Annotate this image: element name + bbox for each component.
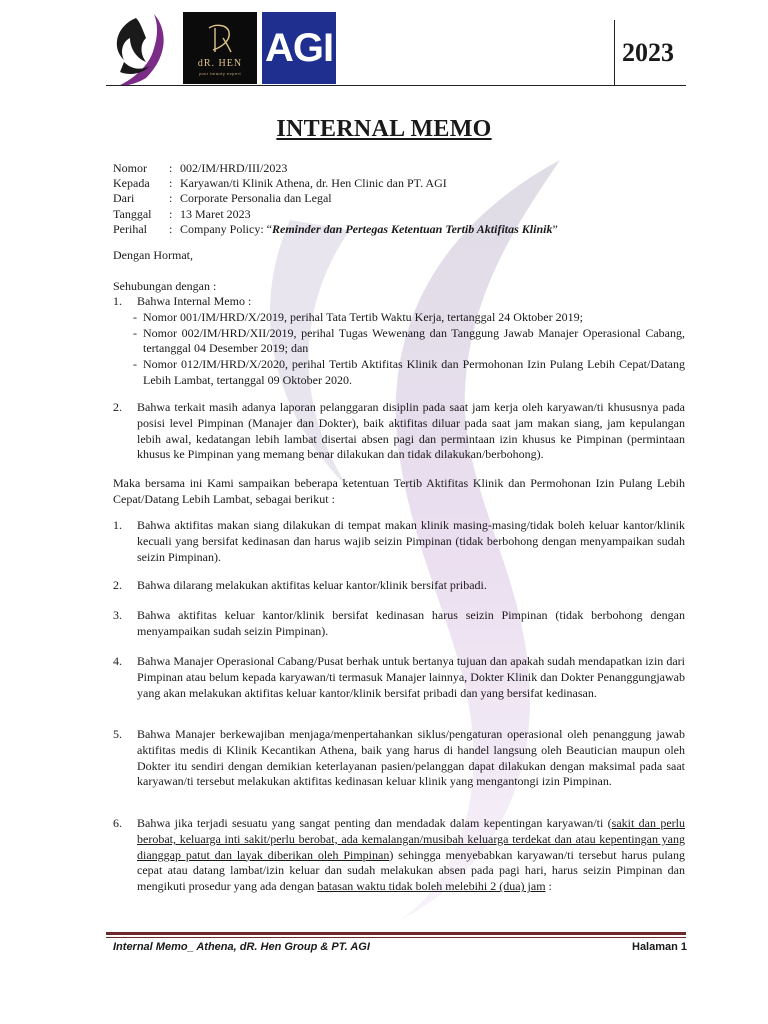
sub-item-text: Nomor 012/IM/HRD/X/2020, perihal Tertib Aktifitas Klinik dan Permohonan Izin Pulang Lebih Cepat/Datang Lebih Lambat, tertanggal 09 Oktober 2020. bbox=[143, 357, 685, 387]
item-number: 4. bbox=[113, 654, 122, 668]
meta-label: Perihal bbox=[113, 221, 147, 236]
sub-item: - Nomor 002/IM/HRD/XII/2019, perihal Tugas Wewenang dan Tanggung Jawab Manajer Operasional Cabang, tertanggal 04 Desember 2019; dan bbox=[133, 325, 685, 356]
rule-item bbox=[113, 608, 685, 640]
meta-colon: : bbox=[169, 176, 173, 191]
meta-row-nomor bbox=[113, 161, 558, 176]
footer-rule bbox=[106, 932, 686, 935]
meta-row-perihal bbox=[113, 222, 558, 237]
meta-value: 13 Maret 2023 bbox=[180, 206, 251, 221]
greeting: Dengan Hormat, bbox=[113, 248, 193, 262]
meta-colon: : bbox=[169, 161, 173, 175]
page-title: INTERNAL MEMO bbox=[276, 116, 492, 142]
meta-row-tanggal bbox=[113, 207, 558, 222]
meta-colon: : bbox=[169, 221, 173, 236]
drhen-logo-tagline: your beauty expert bbox=[198, 71, 242, 76]
header-rule bbox=[106, 85, 686, 86]
sub-item-text: Nomor 001/IM/HRD/X/2019, perihal Tata Tertib Waktu Kerja, tertanggal 24 Oktober 2019; bbox=[143, 309, 583, 324]
underlined-text: batasan waktu tidak boleh melebihi 2 (dua) jam bbox=[317, 879, 546, 894]
sub-item: - Nomor 012/IM/HRD/X/2020, perihal Tertib Aktifitas Klinik dan Permohonan Izin Pulang Lebih Cepat/Datang Lebih Lambat, tertanggal 09 Oktober 2020. bbox=[133, 357, 685, 387]
meta-value-prefix: Company Policy: “ bbox=[180, 221, 272, 236]
item-number: 5. bbox=[113, 727, 122, 741]
drhen-monogram-icon bbox=[205, 22, 235, 54]
meta-label: Kepada bbox=[113, 176, 150, 191]
meta-row-dari bbox=[113, 191, 558, 206]
sub-item: - Nomor 001/IM/HRD/X/2019, perihal Tata Tertib Waktu Kerja, tertanggal 24 Oktober 2019; bbox=[113, 310, 685, 326]
page-number: Halaman 1 bbox=[632, 941, 688, 953]
meta-value-subject: Reminder dan Pertegas Ketentuan Tertib Aktifitas Klinik bbox=[272, 221, 553, 236]
agi-logo: AGI bbox=[262, 12, 336, 84]
footer-rule bbox=[106, 937, 686, 938]
section-1-lead: Bahwa Internal Memo : bbox=[137, 294, 252, 308]
meta-row-kepada bbox=[113, 176, 558, 191]
header-divider bbox=[614, 20, 615, 86]
rule-text: Bahwa Manajer berkewajiban menjaga/menpertahankan siklus/pengaturan operasional oleh penanggung jawab aktifitas medis di Klinik Kecantikan Athena, baik yang harus di handel langsung oleh Beautician maupun oleh Dokter itu sendiri dengan demikian keterlayanan pasien/pelanggan dapat dilakukan dengan maksimal pada saat karyawan/ti tersebut melakukan aktifitas kedinasan keluar klinik yang mengantongi izin Pimpinan. bbox=[137, 727, 685, 789]
meta-colon: : bbox=[169, 191, 173, 206]
meta-value: Karyawan/ti Klinik Athena, dr. Hen Clinic dan PT. AGI bbox=[180, 176, 447, 191]
meta-value-suffix: ” bbox=[552, 221, 558, 236]
item-number: 2. bbox=[113, 400, 122, 414]
item-number: 3. bbox=[113, 608, 122, 622]
memo-meta bbox=[113, 161, 558, 237]
item-number: 6. bbox=[113, 816, 122, 830]
item-number: 1. bbox=[113, 518, 122, 532]
drhen-logo bbox=[183, 12, 257, 84]
item-number: 2. bbox=[113, 578, 122, 592]
rule-item bbox=[113, 654, 685, 701]
meta-value bbox=[180, 222, 558, 237]
rule-text: Bahwa Manajer Operasional Cabang/Pusat berhak untuk bertanya tujuan dan apakah sudah mendapatkan izin dari Pimpinan atau belum kepada karyawan/ti termasuk Manajer lainnya, Dokter Klinik dan Dokter Penanggungjawab yang akan melakukan aktifitas keluar kantor/klinik bersifat pribadi dan yang bersifat kedinasan. bbox=[137, 654, 685, 700]
meta-value: Corporate Personalia dan Legal bbox=[180, 191, 332, 206]
sub-item-text: Nomor 002/IM/HRD/XII/2019, perihal Tugas Wewenang dan Tanggung Jawab Manajer Operasional Cabang, tertanggal 04 Desember 2019; dan bbox=[143, 325, 685, 356]
footer-title: Internal Memo_ Athena, dR. Hen Group & PT. AGI bbox=[113, 941, 370, 953]
intro-text: Sehubungan dengan : bbox=[113, 279, 217, 293]
rule-item bbox=[113, 578, 685, 594]
memo-year: 2023 bbox=[622, 38, 674, 67]
meta-value: 002/IM/HRD/III/2023 bbox=[180, 161, 288, 175]
section-2 bbox=[113, 400, 685, 463]
meta-colon: : bbox=[169, 206, 173, 221]
rule-item bbox=[113, 518, 685, 565]
transition-text: Maka bersama ini Kami sampaikan beberapa ketentuan Tertib Aktifitas Klinik dan Permohonan Izin Pulang Lebih Cepat/Datang Lebih Lambat, sebagai berikut : bbox=[113, 476, 685, 506]
rule-text: Bahwa jika terjadi sesuatu yang sangat penting dan mendadak dalam kepentingan karyawan/ti (sakit dan perlu berobat, keluarga inti sakit/perlu berobat, ada kemalangan/musibah keluarga terdekat dan atau kepentingan yang dianggap patut dan layak diberikan oleh Pimpinan) sehingga menyebabkan karyawan/ti tersebut harus pulang cepat atau datang lambat/izin keluar dan sudah melakukan absen pada pagi hari, harus seizin Pimpinan dan mengikuti prosedur yang ada dengan batasan waktu tidak boleh melebihi 2 (dua) jam : bbox=[137, 816, 685, 894]
athena-logo bbox=[106, 8, 180, 88]
rule-item bbox=[113, 727, 685, 790]
rule-text: Bahwa dilarang melakukan aktifitas keluar kantor/klinik bersifat pribadi. bbox=[137, 578, 487, 592]
meta-label: Dari bbox=[113, 191, 135, 206]
item-number: 1. bbox=[113, 294, 122, 308]
meta-label: Nomor bbox=[113, 161, 147, 175]
rule-text: Bahwa aktifitas keluar kantor/klinik bersifat kedinasan harus seizin Pimpinan (tidak berbohong dengan menyampaikan sudah seizin Pimpinan). bbox=[137, 608, 685, 638]
underlined-text: sakit dan perlu berobat, keluarga inti sakit/perlu berobat, ada kemalangan/musibah keluarga terdekat dan atau kepentingan yang dianggap patut dan layak diberikan oleh Pimpinan bbox=[137, 816, 685, 862]
rule-item bbox=[113, 816, 685, 895]
rule-text: Bahwa aktifitas makan siang dilakukan di tempat makan klinik masing-masing/tidak boleh keluar kantor/klinik kecuali yang bersifat kedinasan dan harus wajib seizin Pimpinan (tidak berbohong dengan menyampaikan sudah seizin Pimpinan). bbox=[137, 518, 685, 564]
section-1 bbox=[113, 294, 685, 389]
drhen-logo-text: dR. HEN bbox=[197, 58, 243, 69]
meta-label: Tanggal bbox=[113, 206, 152, 221]
section-2-text: Bahwa terkait masih adanya laporan pelanggaran disiplin pada saat jam kerja oleh karyawan/ti khususnya pada posisi level Pimpinan (Manajer dan Dokter), baik aktifitas diluar pada saat jam makan siang, jam kepulangan lebih awal, kedatangan lebih lambat disertai absen pagi dan permintaan izin khusus ke Pimpinan (permintaan khusus ke Pimpinan yang memang benar dilakukan dan tidak dilakukan/berbohong). bbox=[137, 400, 685, 462]
